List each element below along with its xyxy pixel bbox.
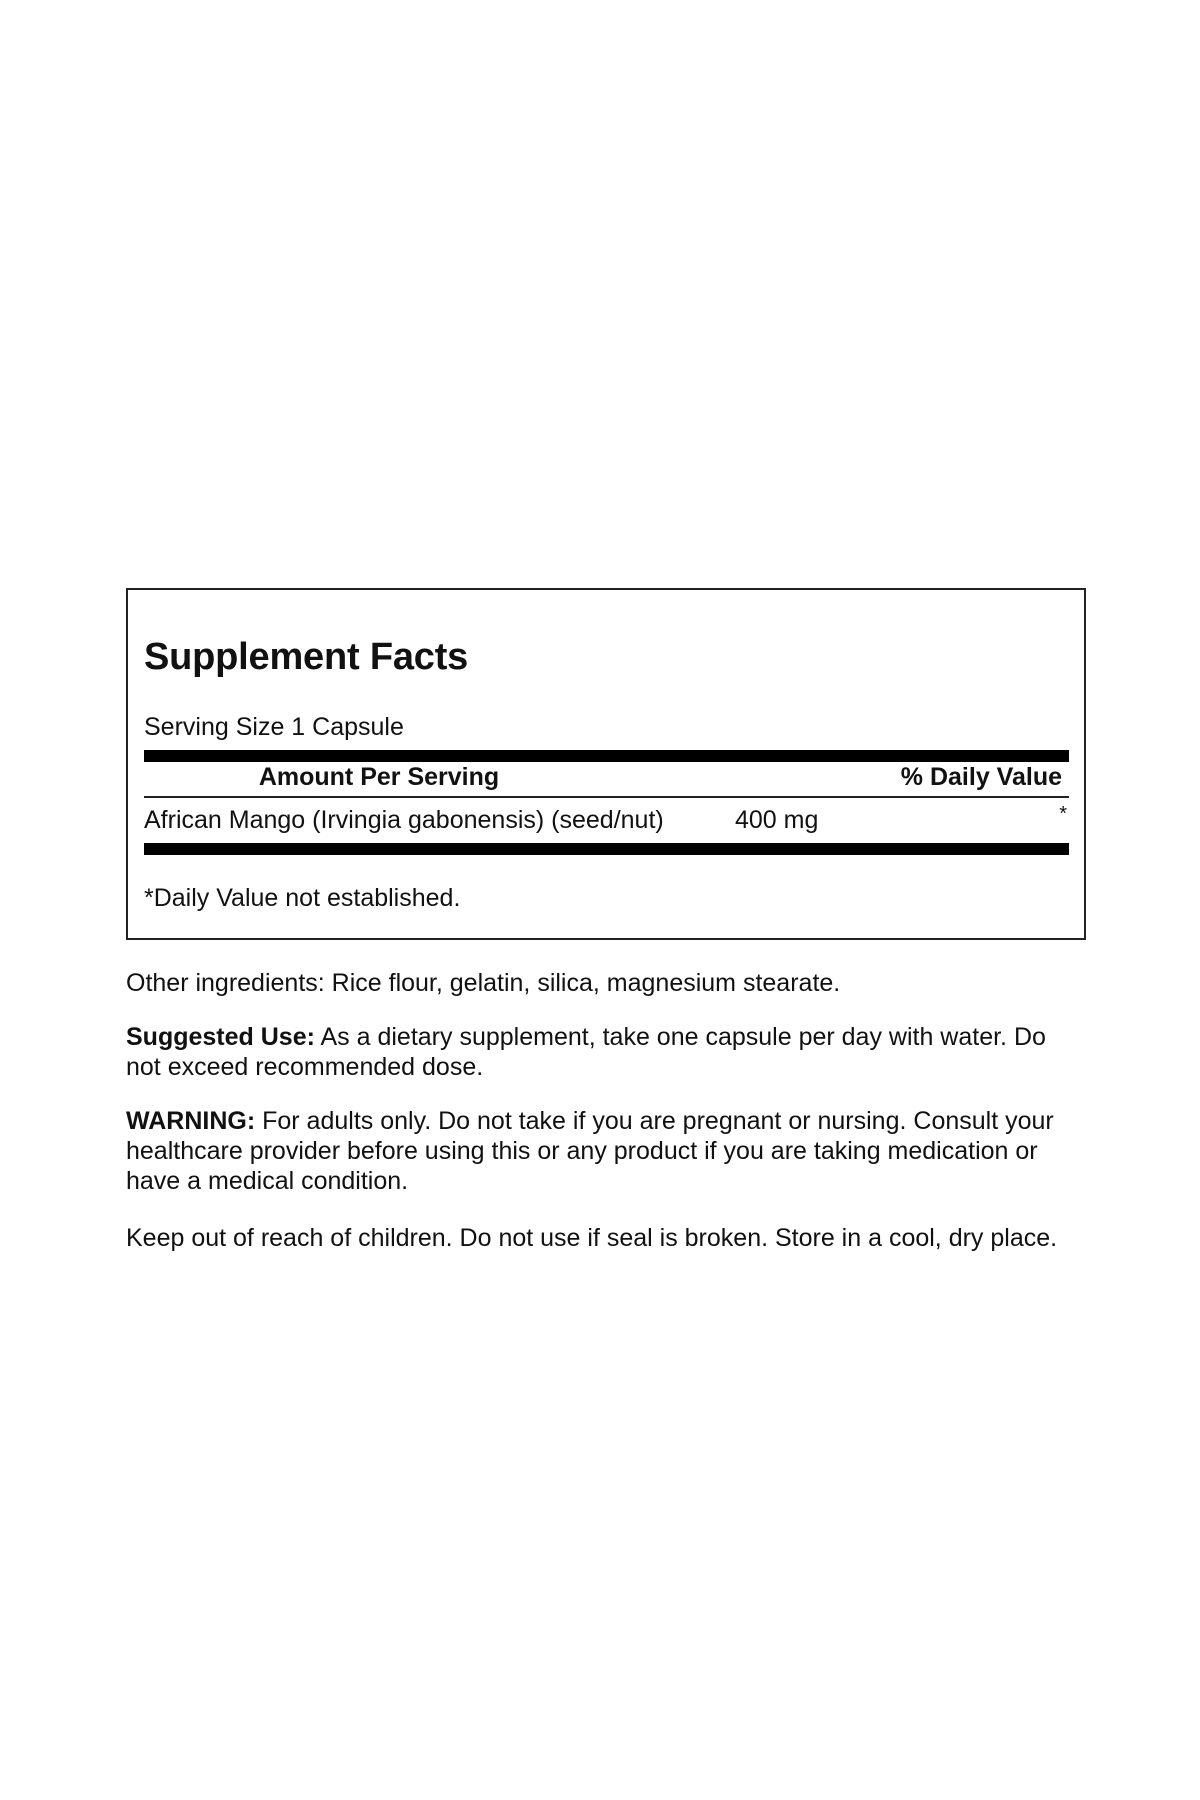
suggested-use-label: Suggested Use: (126, 1023, 315, 1051)
amount-per-serving-header: Amount Per Serving (258, 763, 500, 791)
warning-label: WARNING: (126, 1107, 256, 1135)
serving-size: Serving Size 1 Capsule (144, 713, 404, 741)
warning-text (126, 1106, 1086, 1196)
ingredient-name: African Mango (Irvingia gabonensis) (seed/nut) (144, 806, 664, 834)
table-row (144, 803, 1069, 838)
supplement-facts-title: Supplement Facts (144, 636, 469, 678)
facts-table-header (144, 765, 1069, 795)
suggested-use-text (126, 1022, 1086, 1082)
daily-value-footnote: *Daily Value not established. (144, 884, 461, 912)
other-ingredients-text: Other ingredients: Rice flour, gelatin, silica, magnesium stearate. (126, 969, 841, 997)
storage-text: Keep out of reach of children. Do not use if seal is broken. Store in a cool, dry place. (126, 1224, 1058, 1252)
daily-value-header: % Daily Value (900, 763, 1062, 791)
supplement-facts-panel (126, 588, 1086, 940)
thick-divider-top (144, 750, 1069, 762)
thin-divider (144, 796, 1069, 798)
ingredient-daily-value: * (1059, 803, 1067, 825)
thick-divider-bottom (144, 843, 1069, 855)
warning-body: For adults only. Do not take if you are pregnant or nursing. Consult your healthcare provider before using this or any product if you are taking medication or have a medical condition. (126, 1107, 1054, 1195)
ingredient-amount: 400 mg (735, 806, 819, 834)
suggested-use-body: As a dietary supplement, take one capsule per day with water. Do not exceed recommended dose. (126, 1023, 1046, 1081)
